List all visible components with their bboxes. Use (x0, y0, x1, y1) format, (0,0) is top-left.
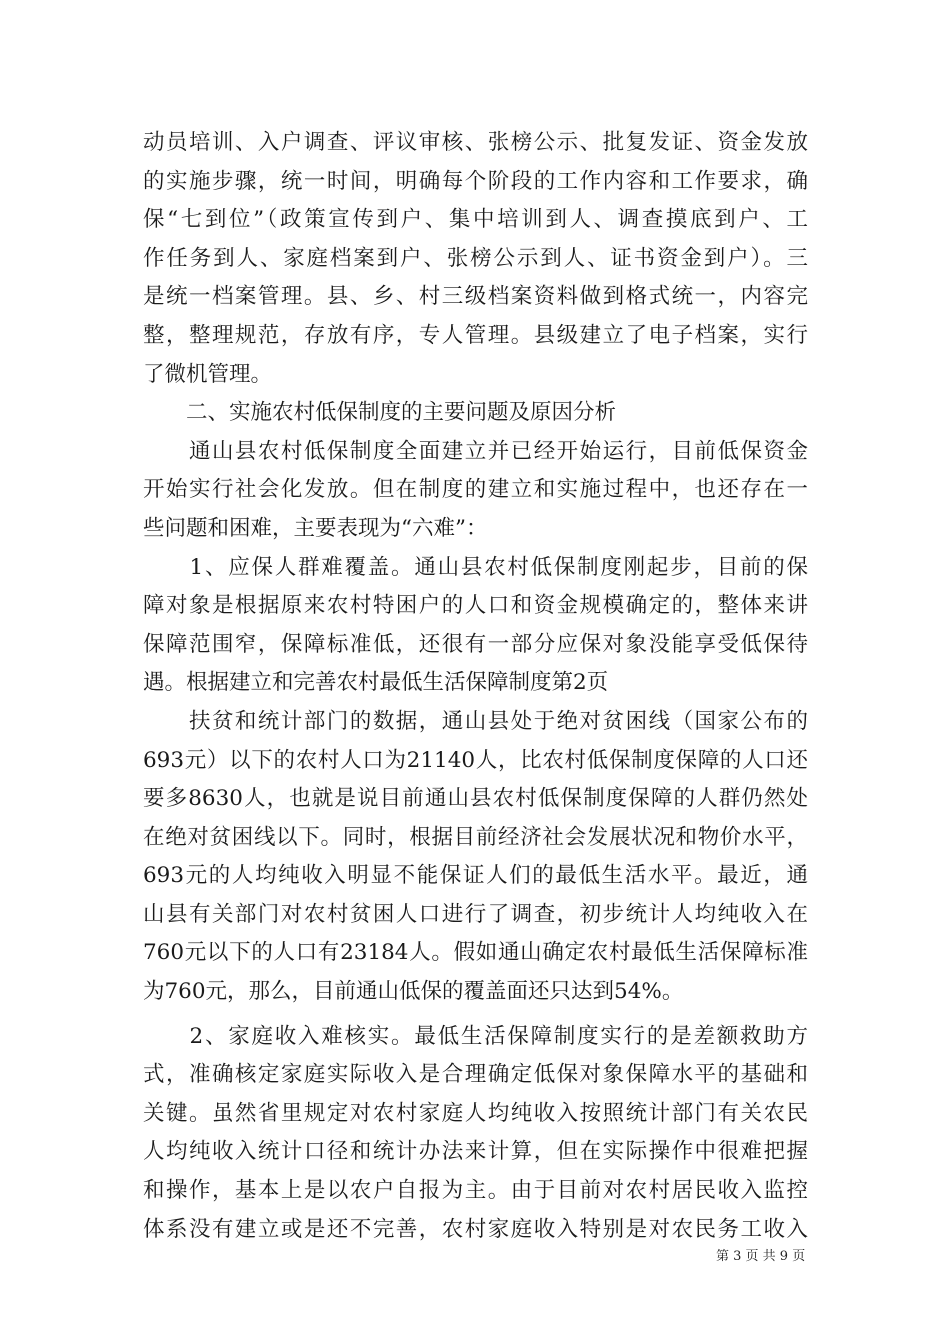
text-line: 人均纯收入统计口径和统计办法来计算，但在实际操作中很难把握 (143, 1139, 808, 1165)
text-line: 的实施步骤，统一时间，明确每个阶段的工作内容和工作要求，确 (143, 168, 808, 194)
text-line: 要多8630人，也就是说目前通山县农村低保制度保障的人群仍然处 (143, 786, 808, 812)
text-line: 整，整理规范，存放有序，专人管理。县级建立了电子档案，实行 (143, 322, 808, 348)
text-line: 作任务到人、家庭档案到户、张榜公示到人、证书资金到户）。三 (143, 245, 808, 271)
text-line: 些问题和困难，主要表现为“六难”： (143, 515, 488, 541)
text-line: 动员培训、入户调查、评议审核、张榜公示、批复发证、资金发放 (143, 130, 808, 155)
text-line: 通山县农村低保制度全面建立并已经开始运行，目前低保资金 (143, 438, 808, 464)
document-body (143, 124, 808, 1249)
text-line: 开始实行社会化发放。但在制度的建立和实施过程中，也还存在一 (143, 477, 808, 503)
text-line: 760元以下的人口有23184人。假如通山确定农村最低生活保障标准 (143, 940, 808, 966)
text-line: 山县有关部门对农村贫困人口进行了调查，初步统计人均纯收入在 (143, 901, 808, 927)
text-line: 是统一档案管理。县、乡、村三级档案资料做到格式统一，内容完 (143, 284, 808, 310)
text-line: 693元的人均纯收入明显不能保证人们的最低生活水平。最近，通 (143, 863, 808, 889)
text-line: 2、家庭收入难核实。最低生活保障制度实行的是差额救助方 (143, 1023, 808, 1049)
text-line: 式，准确核定家庭实际收入是合理确定低保对象保障水平的基础和 (143, 1062, 808, 1088)
text-line: 1、应保人群难覆盖。通山县农村低保制度刚起步，目前的保 (143, 554, 808, 580)
section-heading: 二、实施农村低保制度的主要问题及原因分析 (143, 400, 617, 426)
text-line: 和操作，基本上是以农户自报为主。由于目前对农村居民收入监控 (143, 1178, 808, 1204)
text-line: 保“七到位”（政策宣传到户、集中培训到人、调查摸底到户、工 (143, 207, 808, 233)
text-line: 遇。根据建立和完善农村最低生活保障制度第2页 (143, 670, 609, 696)
text-line: 了微机管理。 (143, 361, 273, 387)
text-line: 为760元，那么，目前通山低保的覆盖面还只达到54%。 (143, 979, 684, 1005)
text-line: 体系没有建立或是还不完善，农村家庭收入特别是对农民务工收入 (143, 1216, 808, 1242)
page-number-footer: 第 3 页 共 9 页 (716, 1249, 806, 1264)
text-line: 障对象是根据原来农村特困户的人口和资金规模确定的，整体来讲 (143, 593, 808, 619)
text-line: 关键。虽然省里规定对农村家庭人均纯收入按照统计部门有关农民 (143, 1100, 808, 1126)
text-line: 693元）以下的农村人口为21140人，比农村低保制度保障的人口还 (143, 747, 808, 773)
text-line: 在绝对贫困线以下。同时，根据目前经济社会发展状况和物价水平， (143, 824, 808, 850)
text-line: 扶贫和统计部门的数据，通山县处于绝对贫困线（国家公布的 (143, 708, 808, 734)
text-line: 保障范围窄，保障标准低，还很有一部分应保对象没能享受低保待 (143, 631, 808, 657)
